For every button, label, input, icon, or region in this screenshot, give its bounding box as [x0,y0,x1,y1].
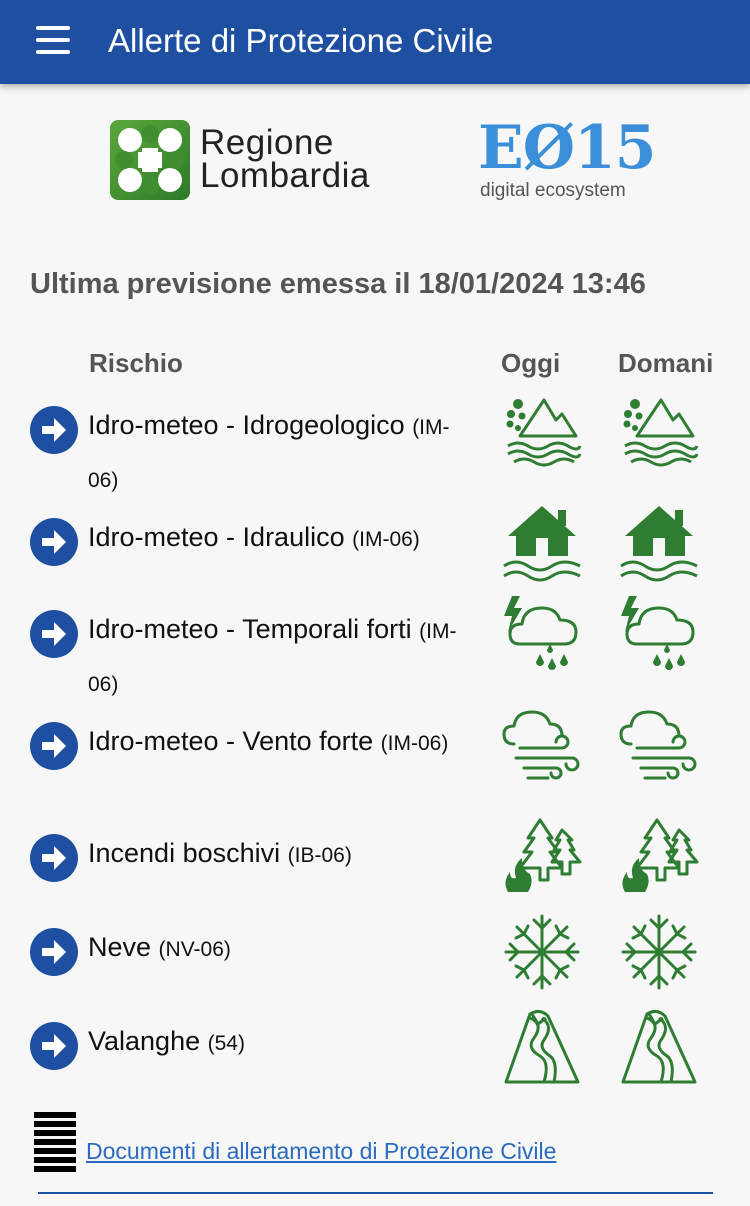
risk-name: Idro-meteo - Idraulico [88,522,345,552]
arrow-right-icon[interactable] [30,928,78,976]
risk-code: (NV-06) [158,938,231,961]
risk-name: Idro-meteo - Temporali forti [88,614,412,644]
regione-lombardia-emblem-icon [110,120,190,200]
risk-name-text[interactable] [88,1016,458,1069]
risk-code: (IM-06) [88,416,450,492]
risk-code: (IM-06) [352,528,420,551]
risk-code: (54) [207,1032,245,1055]
app-title: Allerte di Protezione Civile [108,22,494,59]
risk-name-text[interactable] [88,716,458,769]
app-bar [0,0,750,84]
hamburger-icon[interactable] [36,26,70,54]
wind-icon [617,704,701,788]
avalanche-icon [500,1004,584,1088]
avalanche-icon [617,1004,701,1088]
landslide-icon [617,388,701,472]
arrow-right-icon[interactable] [30,722,78,770]
risk-name-text[interactable] [88,400,458,506]
risk-name: Idro-meteo - Vento forte [88,726,374,756]
forest-fire-icon [500,816,584,900]
logo-text-lombardia: Lombardia [200,156,370,195]
risk-name: Idro-meteo - Idrogeologico [88,410,405,440]
header-risk: Rischio [89,348,183,378]
risk-name-text[interactable] [88,922,458,975]
e015-logo-subtitle: digital ecosystem [480,180,626,201]
risk-name-text[interactable] [88,512,458,565]
header-today: Oggi [501,348,561,378]
risk-name: Neve [88,932,152,962]
arrow-right-icon[interactable] [30,518,78,566]
arrow-right-icon[interactable] [30,834,78,882]
e015-logo [478,113,656,204]
arrow-right-icon[interactable] [30,1022,78,1070]
snowflake-icon [500,910,584,994]
forest-fire-icon [617,816,701,900]
e015-logo-text: EØ15 [478,113,656,183]
logo-text-regione: Regione [200,123,334,162]
risk-code: (IM-06) [88,620,457,696]
flood-icon [500,500,584,584]
risk-code: (IB-06) [287,844,352,867]
arrow-right-icon[interactable] [30,406,78,454]
thunderstorm-icon [617,592,701,676]
risk-code: (IM-06) [380,732,449,755]
header-tomorrow: Domani [618,348,714,378]
risk-name-text[interactable] [88,828,458,881]
thunderstorm-icon [500,592,584,676]
risk-name-text[interactable] [88,604,458,710]
snowflake-icon [617,910,701,994]
wind-icon [500,704,584,788]
landslide-icon [500,388,584,472]
arrow-right-icon[interactable] [30,610,78,658]
regione-lombardia-logo [110,120,410,204]
footer-divider [38,1192,713,1194]
forecast-timestamp: Ultima previsione emessa il 18/01/2024 13:46 [30,268,646,300]
risk-name: Incendi boschivi [88,838,281,868]
risk-name: Valanghe [88,1026,201,1056]
documents-link[interactable]: Documenti di allertamento di Protezione Civile [86,1138,557,1164]
document-stack-icon [34,1112,76,1174]
flood-icon [617,500,701,584]
